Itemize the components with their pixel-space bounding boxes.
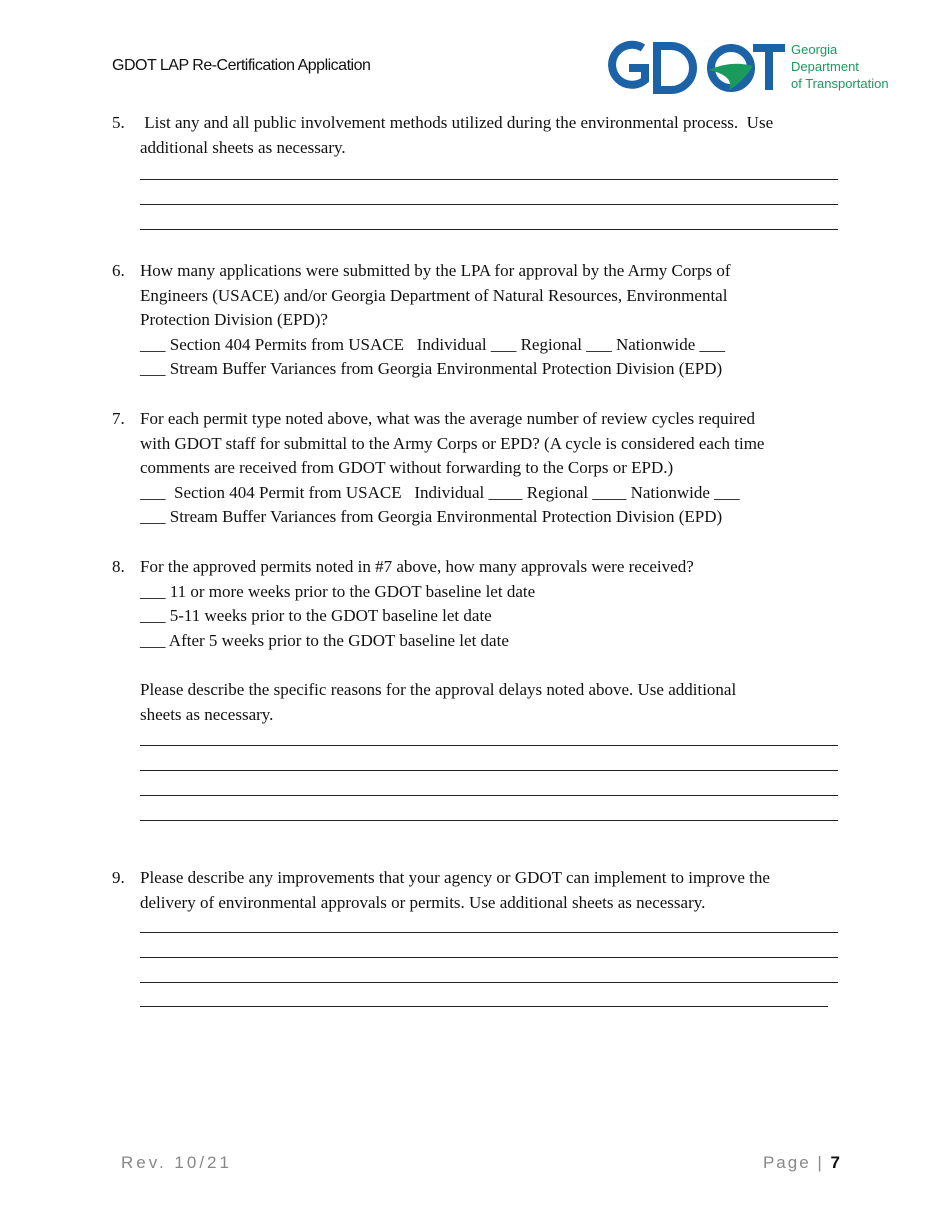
question-6 [112,259,842,382]
answer-line[interactable] [140,1006,828,1007]
question-5 [112,111,842,160]
answer-line[interactable] [140,795,838,796]
page-number-value: 7 [830,1153,840,1172]
question-number: 6. [112,261,125,280]
question-number: 5. [112,113,125,132]
question-number: 7. [112,409,125,428]
answer-line[interactable] [140,820,838,821]
answer-line[interactable] [140,229,838,230]
answer-line[interactable] [140,770,838,771]
question-text-line: Engineers (USACE) and/or Georgia Department of Natural Resources, Environmental [140,285,728,305]
answer-line[interactable] [140,982,838,983]
answer-line[interactable] [140,932,838,933]
approval-timing-option[interactable]: ___ 5-11 weeks prior to the GDOT baseline let date [140,606,492,626]
question-text-line: For each permit type noted above, what was the average number of review cycles required [140,409,756,428]
logo-line-3: of Transportation [791,76,889,91]
answer-line[interactable] [140,745,838,746]
question-text-line: comments are received from GDOT without forwarding to the Corps or EPD.) [140,458,674,478]
followup-text-line: sheets as necessary. [140,704,274,724]
document-header-title: GDOT LAP Re-Certification Application [112,57,371,74]
gdot-wordmark-icon [612,45,785,90]
logo-line-2: Department [791,59,859,74]
question-text-line: delivery of environmental approvals or permits. Use additional sheets as necessary. [140,892,706,912]
permit-count-line[interactable]: ___ Stream Buffer Variances from Georgia Environmental Protection Division (EPD) [140,359,723,379]
followup-text-line: Please describe the specific reasons for the approval delays noted above. Use additional [140,679,737,699]
gdot-logo [603,38,893,98]
review-cycle-line[interactable]: ___ Stream Buffer Variances from Georgia Environmental Protection Division (EPD) [140,507,723,527]
question-number: 9. [112,868,125,887]
approval-timing-option[interactable]: ___ 11 or more weeks prior to the GDOT baseline let date [140,581,536,601]
question-9 [112,866,842,915]
permit-count-line[interactable]: ___ Section 404 Permits from USACE Individual ___ Regional ___ Nationwide ___ [140,334,726,354]
answer-line[interactable] [140,204,838,205]
answer-line[interactable] [140,179,838,180]
question-text-line: Please describe any improvements that your agency or GDOT can implement to improve the [140,868,770,887]
question-7 [112,407,842,530]
question-text-line: For the approved permits noted in #7 above, how many approvals were received? [140,557,694,576]
question-text-line: Protection Division (EPD)? [140,310,328,330]
logo-line-1: Georgia [791,42,838,57]
page-number [763,1153,840,1173]
question-8 [112,555,842,727]
question-text-line: How many applications were submitted by the LPA for approval by the Army Corps of [140,261,731,280]
revision-label: Rev. 10/21 [121,1153,232,1172]
review-cycle-line[interactable]: ___ Section 404 Permit from USACE Individual ____ Regional ____ Nationwide ___ [140,482,740,502]
question-number: 8. [112,557,125,576]
question-text-line: additional sheets as necessary. [140,137,346,157]
approval-timing-option[interactable]: ___ After 5 weeks prior to the GDOT baseline let date [140,630,509,650]
question-text-line: with GDOT staff for submittal to the Army Corps or EPD? (A cycle is considered each time [140,433,765,453]
answer-line[interactable] [140,957,838,958]
page-label: Page | [762,1153,824,1172]
question-text-line: List any and all public involvement methods utilized during the environmental process. Use [140,113,774,132]
